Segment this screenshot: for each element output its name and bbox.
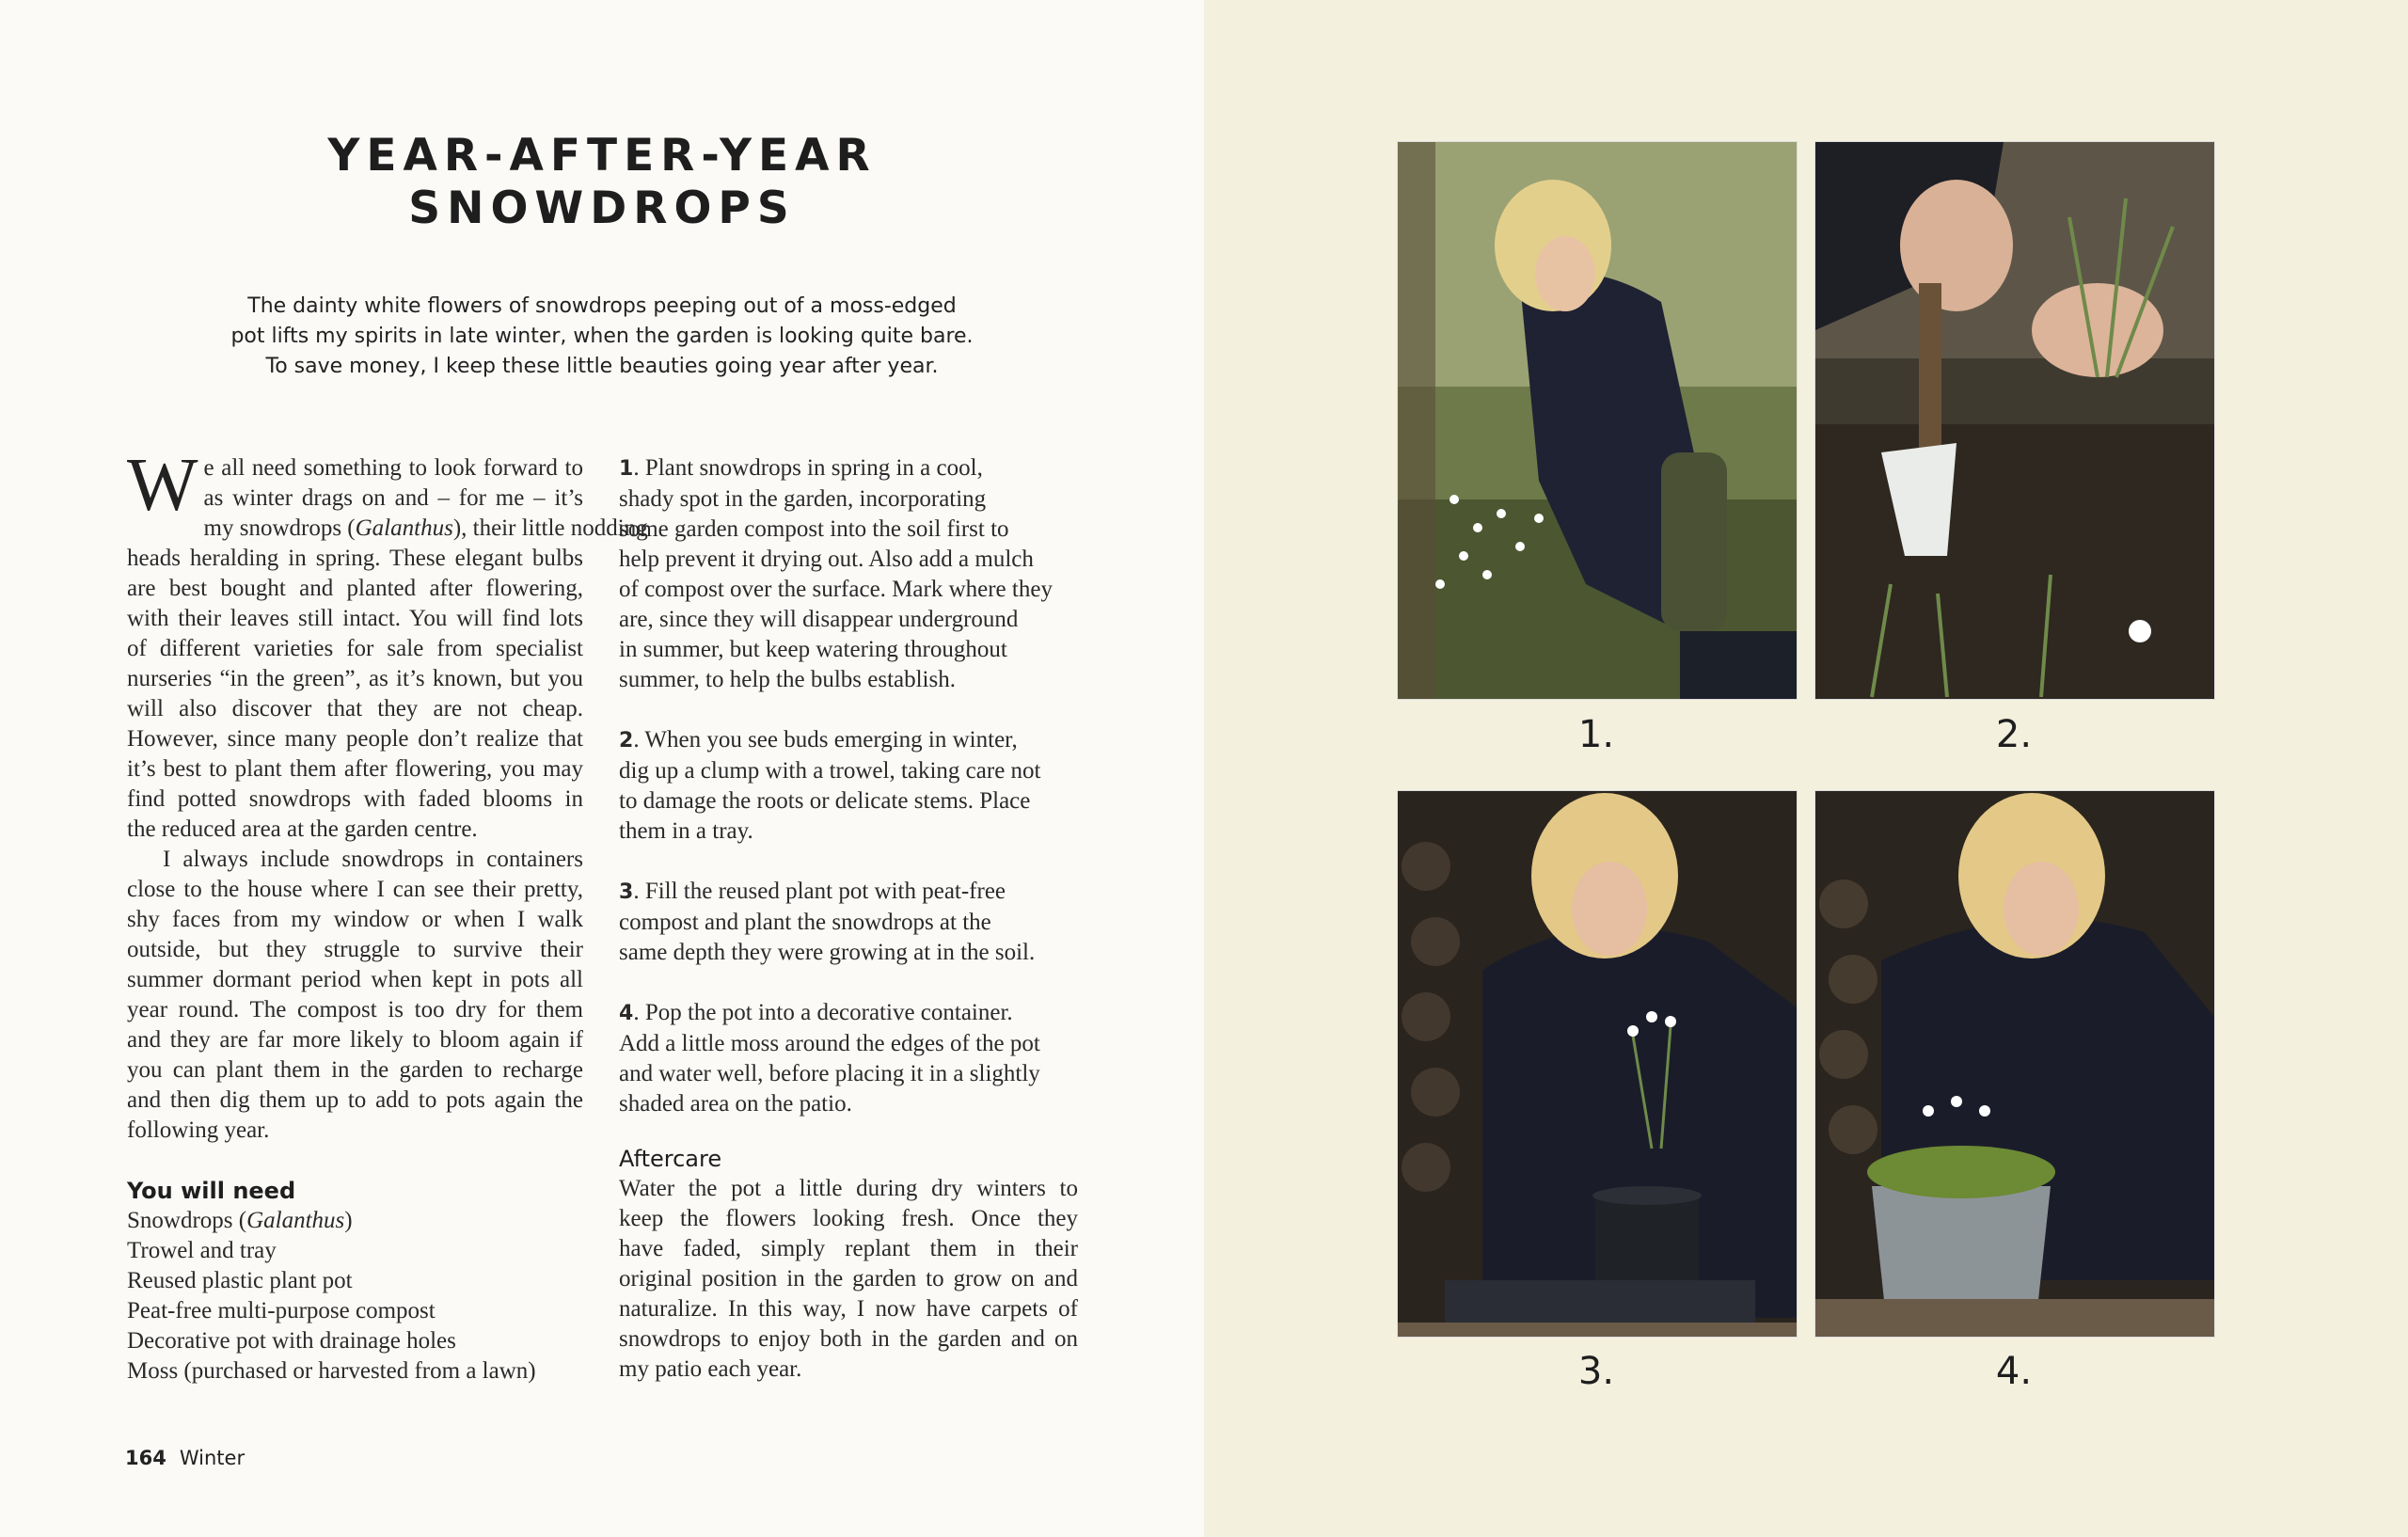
title-line-2: SNOWDROPS — [408, 182, 796, 234]
body-line: with their leaves still intact. You will find lots — [127, 606, 583, 631]
aftercare-line: Water the pot a little during dry winters to — [619, 1176, 1078, 1201]
step-4: 4. Pop the pot into a decorative container. Add a little moss around the edges of the pot and water well, before placing it in a slightly shaded area on the patio. — [619, 998, 1078, 1119]
section-name: Winter — [179, 1447, 246, 1469]
materials-item: Reused plastic plant pot — [127, 1268, 353, 1293]
page-title — [226, 130, 978, 235]
step-line: compost and plant the snowdrops at the — [619, 910, 991, 935]
right-page — [1204, 0, 2408, 1537]
step-line: some garden compost into the soil first to — [619, 516, 1009, 542]
aftercare-line: my patio each year. — [619, 1356, 802, 1382]
body-line: the reduced area at the garden centre. — [127, 816, 478, 842]
body-line: shy faces from my window or when I walk — [127, 907, 583, 932]
step-line: summer, to help the bulbs establish. — [619, 667, 956, 692]
aftercare-line: have faded, simply replant them in their — [619, 1236, 1078, 1261]
body-line: you can plant them in the garden to recharge — [127, 1057, 583, 1083]
body-column-left — [127, 444, 648, 1386]
italic-term: Galanthus — [355, 515, 453, 541]
step-line: help prevent it drying out. Also add a mulch — [619, 547, 1034, 572]
materials-list — [127, 1206, 583, 1386]
step-number: 4 — [619, 1002, 634, 1025]
body-line: I always include snowdrops in containers — [163, 847, 583, 872]
step-1: 1. Plant snowdrops in spring in a cool, shady spot in the garden, incorporating some garden compost into the soil first to help prevent it drying out. Also add a mulch of compost over the surface. Mark where they are, since they will disappear underground in summer, but keep watering throughout summer, to help the bulbs establish. — [619, 453, 1078, 695]
photo-step-2 — [1814, 141, 2215, 700]
body-line: nurseries “in the green”, as it’s known, but you — [127, 666, 583, 691]
body-line: e all need something to look forward to — [203, 455, 583, 481]
body-line: are best bought and planted after flowering, — [127, 576, 583, 601]
photo-step-3 — [1397, 790, 1798, 1338]
intro-line: The dainty white flowers of snowdrops peeping out of a moss-edged — [247, 294, 957, 318]
step-number: 3 — [619, 880, 634, 904]
step-line: and water well, before placing it in a slightly — [619, 1061, 1040, 1086]
photo-label-3: 3. — [1577, 1350, 1615, 1393]
step-line: same depth they were growing at in the soil. — [619, 940, 1036, 965]
materials-item: Decorative pot with drainage holes — [127, 1328, 456, 1354]
body-line: of different varieties for sale from specialist — [127, 636, 583, 661]
body-line: and then dig them up to add to pots again the — [127, 1087, 583, 1113]
body-line: it’s best to plant them after flowering, you may — [127, 756, 583, 782]
italic-term: Galanthus — [246, 1208, 345, 1233]
materials-item: Peat-free multi-purpose compost — [127, 1298, 436, 1323]
materials-item: Snowdrops (Galanthus) — [127, 1208, 353, 1233]
photo-step-1 — [1397, 141, 1798, 700]
body-line: outside, but they struggle to survive their — [127, 937, 583, 962]
aftercare-heading: Aftercare — [619, 1146, 722, 1172]
body-line: summer dormant period when kept in pots all — [127, 967, 583, 992]
photo-step-4 — [1814, 790, 2215, 1338]
body-line: will also discover that they are not cheap. — [127, 696, 583, 721]
body-line: However, since many people don’t realize that — [127, 726, 583, 752]
step-3: 3. Fill the reused plant pot with peat-free compost and plant the snowdrops at the same depth they were growing at in the soil. — [619, 877, 1078, 968]
photo-label-4: 4. — [1995, 1350, 2033, 1393]
step-line: in summer, but keep watering throughout — [619, 637, 1007, 662]
title-line-1: YEAR-AFTER-YEAR — [327, 130, 877, 182]
aftercare-line: original position in the garden to grow on and — [619, 1266, 1078, 1291]
step-line: of compost over the surface. Mark where they — [619, 577, 1053, 602]
aftercare-line: keep the flowers looking fresh. Once they — [619, 1206, 1078, 1231]
body-line: close to the house where I can see their pretty, — [127, 877, 583, 902]
step-line: Add a little moss around the edges of the pot — [619, 1031, 1040, 1056]
materials-item: Trowel and tray — [127, 1238, 277, 1263]
step-number: 1 — [619, 457, 634, 481]
second-paragraph — [127, 845, 583, 1146]
materials-item: Moss (purchased or harvested from a lawn) — [127, 1358, 536, 1384]
page-footer — [125, 1447, 245, 1469]
intro-line: To save money, I keep these little beauties going year after year. — [265, 355, 939, 378]
intro-line: pot lifts my spirits in late winter, when the garden is looking quite bare. — [230, 325, 974, 348]
body-line: my snowdrops (Galanthus), their little nodding — [203, 515, 648, 541]
body-line: year round. The compost is too dry for them — [127, 997, 583, 1022]
intro-text — [179, 292, 1025, 382]
drop-cap: W — [127, 444, 198, 527]
body-line: find potted snowdrops with faded blooms in — [127, 786, 583, 812]
step-line: to damage the roots or delicate stems. Place — [619, 788, 1031, 814]
step-line: are, since they will disappear underground — [619, 607, 1019, 632]
body-line: and they are far more likely to bloom again if — [127, 1027, 583, 1053]
you-will-need-heading: You will need — [127, 1178, 296, 1204]
aftercare-line: snowdrops to enjoy both in the garden and on — [619, 1326, 1078, 1352]
step-number: 2 — [619, 729, 634, 753]
page-number: 164 — [125, 1447, 166, 1469]
step-line: shady spot in the garden, incorporating — [619, 486, 987, 512]
body-line: heads heralding in spring. These elegant bulbs — [127, 546, 583, 571]
body-line: following year. — [127, 1117, 270, 1143]
aftercare-line: naturalize. In this way, I now have carpets of — [619, 1296, 1078, 1322]
step-line: dig up a clump with a trowel, taking care not — [619, 758, 1041, 784]
body-line: as winter drags on and – for me – it’s — [203, 485, 583, 511]
step-2: 2. When you see buds emerging in winter, dig up a clump with a trowel, taking care not to damage the roots or delicate stems. Place them in a tray. — [619, 725, 1078, 847]
aftercare-text — [619, 1174, 1078, 1385]
step-line: shaded area on the patio. — [619, 1091, 852, 1117]
photo-label-2: 2. — [1995, 713, 2033, 756]
body-column-right — [619, 453, 1078, 1385]
intro-paragraph — [127, 444, 648, 845]
step-line: them in a tray. — [619, 818, 753, 844]
photo-label-1: 1. — [1577, 713, 1615, 756]
